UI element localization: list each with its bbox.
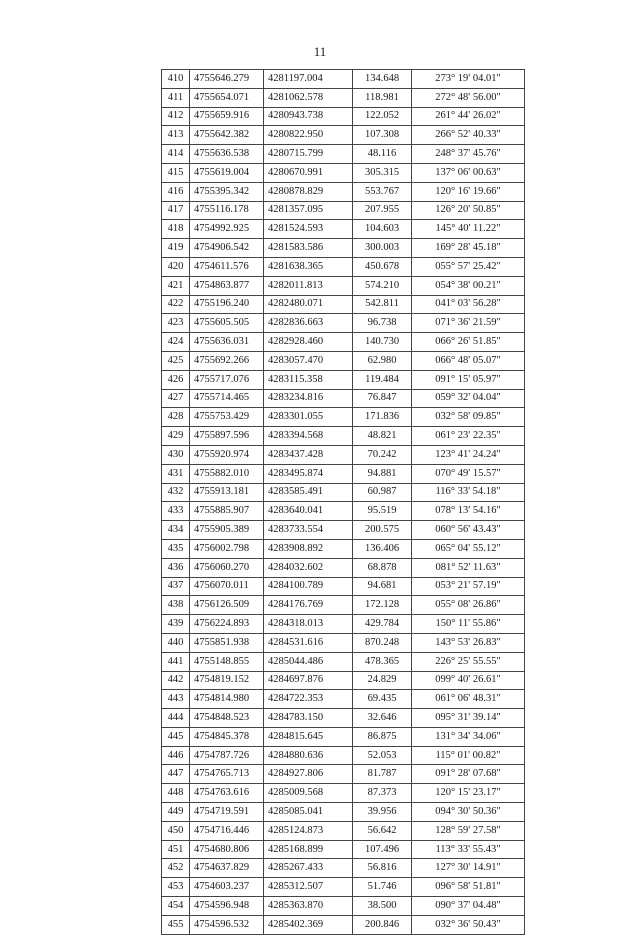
point-number-cell: 419 [162, 239, 190, 258]
distance-cell: 56.642 [353, 821, 412, 840]
bearing-cell: 059° 32' 04.04" [412, 389, 525, 408]
y-coordinate-cell: 4284032.602 [264, 558, 353, 577]
table-row [162, 389, 525, 408]
bearing-cell: 126° 20' 50.85" [412, 201, 525, 220]
bearing-cell: 113° 33' 55.43" [412, 840, 525, 859]
distance-cell: 450.678 [353, 257, 412, 276]
y-coordinate-cell: 4285085.041 [264, 803, 353, 822]
distance-cell: 119.484 [353, 370, 412, 389]
table-row [162, 276, 525, 295]
bearing-cell: 061° 06' 48.31" [412, 690, 525, 709]
distance-cell: 207.955 [353, 201, 412, 220]
x-coordinate-cell: 4755116.178 [190, 201, 264, 220]
bearing-cell: 066° 26' 51.85" [412, 333, 525, 352]
distance-cell: 48.821 [353, 427, 412, 446]
point-number-cell: 416 [162, 182, 190, 201]
distance-cell: 200.575 [353, 521, 412, 540]
distance-cell: 171.836 [353, 408, 412, 427]
point-number-cell: 454 [162, 897, 190, 916]
point-number-cell: 445 [162, 727, 190, 746]
table-row [162, 558, 525, 577]
distance-cell: 870.248 [353, 633, 412, 652]
point-number-cell: 432 [162, 483, 190, 502]
table-row [162, 878, 525, 897]
distance-cell: 107.496 [353, 840, 412, 859]
x-coordinate-cell: 4754992.925 [190, 220, 264, 239]
bearing-cell: 078° 13' 54.16" [412, 502, 525, 521]
distance-cell: 542.811 [353, 295, 412, 314]
bearing-cell: 032° 36' 50.43" [412, 915, 525, 934]
y-coordinate-cell: 4285402.369 [264, 915, 353, 934]
table-row [162, 333, 525, 352]
point-number-cell: 424 [162, 333, 190, 352]
table-row [162, 709, 525, 728]
x-coordinate-cell: 4754716.446 [190, 821, 264, 840]
bearing-cell: 123° 41' 24.24" [412, 445, 525, 464]
point-number-cell: 440 [162, 633, 190, 652]
bearing-cell: 150° 11' 55.86" [412, 615, 525, 634]
x-coordinate-cell: 4754680.806 [190, 840, 264, 859]
table-row [162, 145, 525, 164]
table-row [162, 577, 525, 596]
x-coordinate-cell: 4754637.829 [190, 859, 264, 878]
y-coordinate-cell: 4283585.491 [264, 483, 353, 502]
bearing-cell: 128° 59' 27.58" [412, 821, 525, 840]
distance-cell: 69.435 [353, 690, 412, 709]
point-number-cell: 453 [162, 878, 190, 897]
distance-cell: 94.681 [353, 577, 412, 596]
x-coordinate-cell: 4754819.152 [190, 671, 264, 690]
table-row [162, 408, 525, 427]
point-number-cell: 450 [162, 821, 190, 840]
point-number-cell: 433 [162, 502, 190, 521]
bearing-cell: 261° 44' 26.02" [412, 107, 525, 126]
bearing-cell: 096° 58' 51.81" [412, 878, 525, 897]
bearing-cell: 090° 37' 04.48" [412, 897, 525, 916]
y-coordinate-cell: 4282480.071 [264, 295, 353, 314]
point-number-cell: 451 [162, 840, 190, 859]
distance-cell: 136.406 [353, 539, 412, 558]
table-row [162, 464, 525, 483]
x-coordinate-cell: 4754596.532 [190, 915, 264, 934]
x-coordinate-cell: 4755897.596 [190, 427, 264, 446]
distance-cell: 87.373 [353, 784, 412, 803]
x-coordinate-cell: 4756126.509 [190, 596, 264, 615]
bearing-cell: 055° 57' 25.42" [412, 257, 525, 276]
x-coordinate-cell: 4755753.429 [190, 408, 264, 427]
point-number-cell: 434 [162, 521, 190, 540]
table-row [162, 295, 525, 314]
y-coordinate-cell: 4281357.095 [264, 201, 353, 220]
y-coordinate-cell: 4282928.460 [264, 333, 353, 352]
point-number-cell: 436 [162, 558, 190, 577]
table-row [162, 314, 525, 333]
distance-cell: 172.128 [353, 596, 412, 615]
table-row [162, 483, 525, 502]
point-number-cell: 423 [162, 314, 190, 333]
bearing-cell: 055° 08' 26.86" [412, 596, 525, 615]
y-coordinate-cell: 4283234.816 [264, 389, 353, 408]
x-coordinate-cell: 4754596.948 [190, 897, 264, 916]
point-number-cell: 431 [162, 464, 190, 483]
x-coordinate-cell: 4755636.031 [190, 333, 264, 352]
x-coordinate-cell: 4755654.071 [190, 88, 264, 107]
distance-cell: 38.500 [353, 897, 412, 916]
table-row [162, 163, 525, 182]
table-row [162, 521, 525, 540]
point-number-cell: 429 [162, 427, 190, 446]
point-number-cell: 417 [162, 201, 190, 220]
distance-cell: 24.829 [353, 671, 412, 690]
x-coordinate-cell: 4755659.916 [190, 107, 264, 126]
y-coordinate-cell: 4283057.470 [264, 351, 353, 370]
distance-cell: 478.365 [353, 652, 412, 671]
point-number-cell: 415 [162, 163, 190, 182]
y-coordinate-cell: 4281638.365 [264, 257, 353, 276]
bearing-cell: 091° 28' 07.68" [412, 765, 525, 784]
distance-cell: 96.738 [353, 314, 412, 333]
distance-cell: 70.242 [353, 445, 412, 464]
bearing-cell: 248° 37' 45.76" [412, 145, 525, 164]
distance-cell: 574.210 [353, 276, 412, 295]
distance-cell: 81.787 [353, 765, 412, 784]
point-number-cell: 412 [162, 107, 190, 126]
y-coordinate-cell: 4280670.991 [264, 163, 353, 182]
y-coordinate-cell: 4284880.636 [264, 746, 353, 765]
y-coordinate-cell: 4280822.950 [264, 126, 353, 145]
point-number-cell: 422 [162, 295, 190, 314]
x-coordinate-cell: 4756224.893 [190, 615, 264, 634]
distance-cell: 553.767 [353, 182, 412, 201]
bearing-cell: 127° 30' 14.91" [412, 859, 525, 878]
point-number-cell: 441 [162, 652, 190, 671]
point-number-cell: 428 [162, 408, 190, 427]
bearing-cell: 041° 03' 56.28" [412, 295, 525, 314]
distance-cell: 32.646 [353, 709, 412, 728]
distance-cell: 104.603 [353, 220, 412, 239]
distance-cell: 94.881 [353, 464, 412, 483]
distance-cell: 122.052 [353, 107, 412, 126]
y-coordinate-cell: 4281197.004 [264, 70, 353, 89]
y-coordinate-cell: 4281062.578 [264, 88, 353, 107]
y-coordinate-cell: 4283115.358 [264, 370, 353, 389]
point-number-cell: 411 [162, 88, 190, 107]
x-coordinate-cell: 4754787.726 [190, 746, 264, 765]
y-coordinate-cell: 4284815.645 [264, 727, 353, 746]
y-coordinate-cell: 4282011.813 [264, 276, 353, 295]
bearing-cell: 061° 23' 22.35" [412, 427, 525, 446]
y-coordinate-cell: 4281524.593 [264, 220, 353, 239]
point-number-cell: 435 [162, 539, 190, 558]
x-coordinate-cell: 4754863.877 [190, 276, 264, 295]
table-row [162, 915, 525, 934]
point-number-cell: 446 [162, 746, 190, 765]
bearing-cell: 266° 52' 40.33" [412, 126, 525, 145]
bearing-cell: 053° 21' 57.19" [412, 577, 525, 596]
table-row [162, 445, 525, 464]
table-row [162, 201, 525, 220]
x-coordinate-cell: 4754763.616 [190, 784, 264, 803]
bearing-cell: 060° 56' 43.43" [412, 521, 525, 540]
table-row [162, 70, 525, 89]
bearing-cell: 081° 52' 11.63" [412, 558, 525, 577]
x-coordinate-cell: 4755395.342 [190, 182, 264, 201]
bearing-cell: 032° 58' 09.85" [412, 408, 525, 427]
table-row [162, 765, 525, 784]
bearing-cell: 115° 01' 00.82" [412, 746, 525, 765]
table-row [162, 727, 525, 746]
distance-cell: 56.816 [353, 859, 412, 878]
bearing-cell: 120° 16' 19.66" [412, 182, 525, 201]
x-coordinate-cell: 4756002.798 [190, 539, 264, 558]
x-coordinate-cell: 4754765.713 [190, 765, 264, 784]
y-coordinate-cell: 4285363.870 [264, 897, 353, 916]
y-coordinate-cell: 4285009.568 [264, 784, 353, 803]
point-number-cell: 443 [162, 690, 190, 709]
distance-cell: 48.116 [353, 145, 412, 164]
y-coordinate-cell: 4283495.874 [264, 464, 353, 483]
x-coordinate-cell: 4754906.542 [190, 239, 264, 258]
x-coordinate-cell: 4755905.389 [190, 521, 264, 540]
point-number-cell: 430 [162, 445, 190, 464]
x-coordinate-cell: 4755882.010 [190, 464, 264, 483]
table-row [162, 803, 525, 822]
bearing-cell: 070° 49' 15.57" [412, 464, 525, 483]
x-coordinate-cell: 4755851.938 [190, 633, 264, 652]
table-row [162, 784, 525, 803]
distance-cell: 305.315 [353, 163, 412, 182]
table-row [162, 897, 525, 916]
y-coordinate-cell: 4283394.568 [264, 427, 353, 446]
table-row [162, 88, 525, 107]
y-coordinate-cell: 4280878.829 [264, 182, 353, 201]
point-number-cell: 426 [162, 370, 190, 389]
table-row [162, 652, 525, 671]
y-coordinate-cell: 4280943.738 [264, 107, 353, 126]
y-coordinate-cell: 4284722.353 [264, 690, 353, 709]
x-coordinate-cell: 4755885.907 [190, 502, 264, 521]
y-coordinate-cell: 4284318.013 [264, 615, 353, 634]
y-coordinate-cell: 4282836.663 [264, 314, 353, 333]
point-number-cell: 425 [162, 351, 190, 370]
point-number-cell: 418 [162, 220, 190, 239]
point-number-cell: 444 [162, 709, 190, 728]
y-coordinate-cell: 4283733.554 [264, 521, 353, 540]
point-number-cell: 437 [162, 577, 190, 596]
bearing-cell: 094° 30' 50.36" [412, 803, 525, 822]
point-number-cell: 449 [162, 803, 190, 822]
x-coordinate-cell: 4756070.011 [190, 577, 264, 596]
bearing-cell: 145° 40' 11.22" [412, 220, 525, 239]
table-row [162, 126, 525, 145]
x-coordinate-cell: 4754719.591 [190, 803, 264, 822]
x-coordinate-cell: 4755619.004 [190, 163, 264, 182]
x-coordinate-cell: 4755646.279 [190, 70, 264, 89]
distance-cell: 429.784 [353, 615, 412, 634]
distance-cell: 200.846 [353, 915, 412, 934]
table-row [162, 821, 525, 840]
y-coordinate-cell: 4284927.806 [264, 765, 353, 784]
coordinates-table-container [161, 69, 515, 935]
table-row [162, 596, 525, 615]
x-coordinate-cell: 4755717.076 [190, 370, 264, 389]
point-number-cell: 442 [162, 671, 190, 690]
table-row [162, 633, 525, 652]
distance-cell: 62.980 [353, 351, 412, 370]
distance-cell: 118.981 [353, 88, 412, 107]
x-coordinate-cell: 4755196.240 [190, 295, 264, 314]
y-coordinate-cell: 4284697.876 [264, 671, 353, 690]
bearing-cell: 091° 15' 05.97" [412, 370, 525, 389]
x-coordinate-cell: 4754845.378 [190, 727, 264, 746]
x-coordinate-cell: 4755642.382 [190, 126, 264, 145]
distance-cell: 300.003 [353, 239, 412, 258]
bearing-cell: 054° 38' 00.21" [412, 276, 525, 295]
point-number-cell: 438 [162, 596, 190, 615]
x-coordinate-cell: 4755605.505 [190, 314, 264, 333]
point-number-cell: 414 [162, 145, 190, 164]
bearing-cell: 226° 25' 55.55" [412, 652, 525, 671]
page-number: 11 [313, 44, 327, 59]
y-coordinate-cell: 4285267.433 [264, 859, 353, 878]
table-row [162, 840, 525, 859]
table-row [162, 539, 525, 558]
point-number-cell: 420 [162, 257, 190, 276]
x-coordinate-cell: 4755920.974 [190, 445, 264, 464]
distance-cell: 140.730 [353, 333, 412, 352]
bearing-cell: 169° 28' 45.18" [412, 239, 525, 258]
x-coordinate-cell: 4756060.270 [190, 558, 264, 577]
y-coordinate-cell: 4283640.041 [264, 502, 353, 521]
distance-cell: 68.878 [353, 558, 412, 577]
x-coordinate-cell: 4755913.181 [190, 483, 264, 502]
x-coordinate-cell: 4755692.266 [190, 351, 264, 370]
y-coordinate-cell: 4284531.616 [264, 633, 353, 652]
bearing-cell: 120° 15' 23.17" [412, 784, 525, 803]
table-row [162, 257, 525, 276]
table-row [162, 746, 525, 765]
y-coordinate-cell: 4280715.799 [264, 145, 353, 164]
distance-cell: 60.987 [353, 483, 412, 502]
distance-cell: 52.053 [353, 746, 412, 765]
bearing-cell: 131° 34' 34.06" [412, 727, 525, 746]
table-row [162, 615, 525, 634]
distance-cell: 76.847 [353, 389, 412, 408]
distance-cell: 51.746 [353, 878, 412, 897]
point-number-cell: 455 [162, 915, 190, 934]
table-row [162, 427, 525, 446]
distance-cell: 39.956 [353, 803, 412, 822]
distance-cell: 107.308 [353, 126, 412, 145]
y-coordinate-cell: 4283437.428 [264, 445, 353, 464]
y-coordinate-cell: 4285044.486 [264, 652, 353, 671]
table-row [162, 690, 525, 709]
bearing-cell: 273° 19' 04.01" [412, 70, 525, 89]
distance-cell: 95.519 [353, 502, 412, 521]
x-coordinate-cell: 4755714.465 [190, 389, 264, 408]
y-coordinate-cell: 4283908.892 [264, 539, 353, 558]
bearing-cell: 143° 53' 26.83" [412, 633, 525, 652]
point-number-cell: 447 [162, 765, 190, 784]
bearing-cell: 066° 48' 05.07" [412, 351, 525, 370]
table-row [162, 370, 525, 389]
y-coordinate-cell: 4284783.150 [264, 709, 353, 728]
distance-cell: 86.875 [353, 727, 412, 746]
x-coordinate-cell: 4755148.855 [190, 652, 264, 671]
y-coordinate-cell: 4284176.769 [264, 596, 353, 615]
x-coordinate-cell: 4754814.980 [190, 690, 264, 709]
x-coordinate-cell: 4755636.538 [190, 145, 264, 164]
y-coordinate-cell: 4285312.507 [264, 878, 353, 897]
y-coordinate-cell: 4285168.899 [264, 840, 353, 859]
bearing-cell: 071° 36' 21.59" [412, 314, 525, 333]
y-coordinate-cell: 4283301.055 [264, 408, 353, 427]
bearing-cell: 272° 48' 56.00" [412, 88, 525, 107]
bearing-cell: 116° 33' 54.18" [412, 483, 525, 502]
bearing-cell: 099° 40' 26.61" [412, 671, 525, 690]
table-row [162, 351, 525, 370]
point-number-cell: 413 [162, 126, 190, 145]
table-row [162, 859, 525, 878]
point-number-cell: 427 [162, 389, 190, 408]
point-number-cell: 421 [162, 276, 190, 295]
point-number-cell: 452 [162, 859, 190, 878]
table-row [162, 107, 525, 126]
distance-cell: 134.648 [353, 70, 412, 89]
y-coordinate-cell: 4285124.873 [264, 821, 353, 840]
x-coordinate-cell: 4754848.523 [190, 709, 264, 728]
bearing-cell: 137° 06' 00.63" [412, 163, 525, 182]
coordinates-table-body [162, 70, 525, 935]
y-coordinate-cell: 4284100.789 [264, 577, 353, 596]
table-row [162, 502, 525, 521]
bearing-cell: 095° 31' 39.14" [412, 709, 525, 728]
coordinates-table [161, 69, 525, 935]
point-number-cell: 439 [162, 615, 190, 634]
point-number-cell: 448 [162, 784, 190, 803]
table-row [162, 239, 525, 258]
table-row [162, 220, 525, 239]
x-coordinate-cell: 4754611.576 [190, 257, 264, 276]
table-row [162, 671, 525, 690]
point-number-cell: 410 [162, 70, 190, 89]
table-row [162, 182, 525, 201]
bearing-cell: 065° 04' 55.12" [412, 539, 525, 558]
x-coordinate-cell: 4754603.237 [190, 878, 264, 897]
y-coordinate-cell: 4281583.586 [264, 239, 353, 258]
